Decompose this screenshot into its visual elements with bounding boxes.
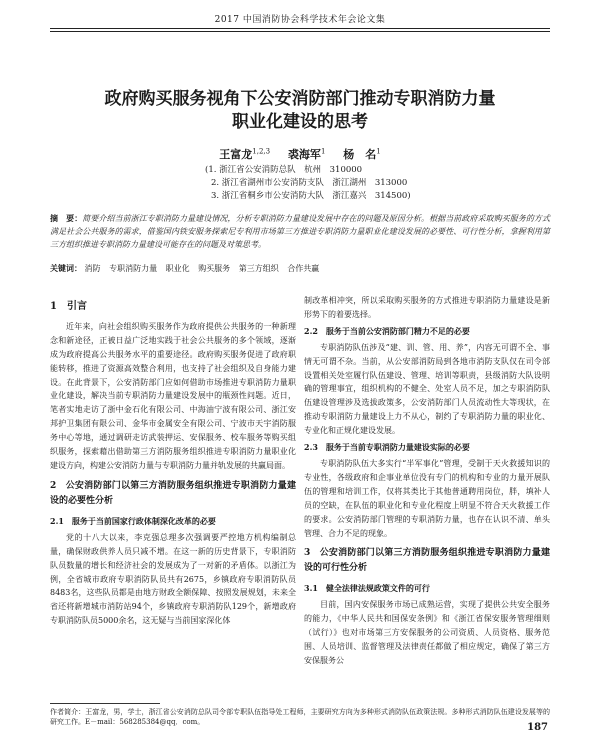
keyword: 职业化: [165, 264, 190, 273]
subsection-heading: 2.2 服务于当前公安消防部门精力不足的必要: [304, 325, 470, 336]
keyword: 专职消防力量: [109, 264, 158, 273]
author-name: 杨 名: [343, 148, 377, 161]
title-line-2: 职业化建设的思考: [232, 112, 368, 132]
left-column: [50, 294, 296, 628]
paragraph: 党的十八大以来，李克强总理多次强调要严控地方机构编制总量，确保财政供养人员只减不增。在这一新的历史背景下，专职消防队员数量的增长和经济社会的发展成为了一对新的矛盾体。以浙江为例，全省城市政府专职消防队员共有2675，乡镇政府专职消防队员8483名，这些队员都是由地方财政全额保障、按照发展规划，未来全省还将新增城市消防站94个，乡镇政府专职消防队129个，新增政府专职消防队员5000余名，这无疑与当前国家深化体: [50, 532, 296, 626]
subsection-heading: 3.1 健全法律法规政策文件的可行: [304, 583, 430, 594]
keyword: 第三方组织: [238, 264, 279, 273]
keywords: [50, 262, 550, 275]
abstract-text: 简要介绍当前浙江专职消防力量建设情况，分析专职消防力量建设发展中存在的问题及原因分析。根据当前政府采取购买服务的方式满足社会公共服务的需求，借鉴国内铁安服务探索尼专利用市场第三方推进专职消防力量职业化建设发展的必要性、可行性分析，拿握利用第三方组织推进专职消防力量建设可能存在的问题及对策思考。: [50, 214, 550, 249]
running-header: 2017 中国消防协会科学技术年会论文集: [214, 15, 386, 25]
header-rule-thin: [50, 31, 550, 32]
keyword: 合作共赢: [287, 264, 320, 273]
abstract-label: 摘 要：: [50, 213, 83, 223]
author-name: 王富龙: [219, 148, 253, 161]
author-affil-sup: 1,2,3: [252, 147, 271, 156]
keyword: 购买服务: [198, 264, 231, 273]
paper-title: [60, 88, 540, 134]
author-affil-sup: 1: [320, 147, 326, 156]
header-rule: [50, 28, 550, 29]
paragraph: 目前，国内安保服务市场已成熟运营，实现了提供公共安全服务的能力，《中华人民共和国保安条例》和《浙江省保安服务管理细则（试行）》也对市场第三方安保服务的公司资质、人员资格、服务范围、人员培训、监督管理及法律责任都做了相应规定，确保了第三方安保服务公: [304, 600, 550, 665]
affiliation-line: 2. 浙江省湖州市公安消防支队 浙江湖州 313000: [211, 178, 408, 188]
affiliations: [205, 164, 411, 203]
author-name: 裘海军: [287, 148, 321, 161]
paragraph: 制改革相冲突，所以采取购买服务的方式推进专职消防力量建设是新形势下的着要选择。: [304, 296, 550, 319]
section-heading: 3 公安消防部门以第三方消防服务组织推进专职消防力量建设的可行性分析: [304, 548, 550, 574]
author-footnote: 作者简介：王富龙，男，学士，浙江省公安消防总队司令部专职队伍指导处工程师，主要研究方向为多种形式消防队伍政策法规。多种形式消防队伍建设发展等的研究工作。E－mail：568285384@qq．com。: [50, 708, 550, 726]
paragraph: 专职消防队伍大多实行“半军事化”管理，受制于天火救援知识的专业性，各级政府和企事业单位没有专门的机构和专业的力量开展队伍的管理和培训工作，仅将其类比于其他普通聘用岗位，胖，填补人员的空缺，在队伍的职业化和专业化程度上明显不符合天火救援工作的要求。公安消防部门管理的专职消防力量，也存在认识不清、单头管理、合力不足的现象。: [304, 458, 550, 538]
paragraph: 近年来，向社会组织购买服务作为政府提供公共服务的一种新理念和新途径，正被日益广泛地实践于社会公共服务的多个领域，逐渐成为政府提高公共服务水平的重要途径。政府购买服务促进了政府职能转移，推进了资源高效整合利用，也支持了社会组织及自身能力建设。在此背景下，公安消防部门应如何借助市场推进专职消防力量职业化建设，解决当前专职消防力量建设发展中的瓶颈性问题。近日，笔者实地走访了浙中金石化有限公司、中海油宁波有限公司、浙江安邦护卫集团有限公司、金华市金属安全有限公司、宁波市天宇消防服务中心等地，通过调研走访武装押运、安保服务、校车服务等购买组织服务，探索藉出借助第三方消防服务组织推进专职消防力量职业化建设方向，构建公安消防力量与专职消防力量并轨发展的共赢局面。: [50, 321, 296, 470]
section-heading: 2 公安消防部门以第三方消防服务组织推进专职消防力量建设的必要性分析: [50, 480, 296, 506]
right-column: [304, 294, 550, 668]
subsection-heading: 2.1 服务于当前国家行政体制深化改革的必要: [50, 515, 216, 526]
paragraph: 专职消防队伍涉及“建、训、管、用、养”，内容无可谓不全、事情无可谓不杂。当前，从公安部消防局到各地市消防支队仅在司令部设置相关处室履行队伍建设、管理、培训等职责，县级消防大队设明确的管理事宜，组织机构的不健全、处室人员不足，加之专职消防队伍建设管理涉及选拔政策多，公安消防部门人员流动性大等现状，在推动专职消防力量建设上力不从心，制约了专职消防力量的职业化、专业化和正规化建设发展。: [304, 342, 550, 436]
author-list: [60, 146, 540, 162]
subsection-heading: 2.3 服务于当前专职消防力量建设实际的必要: [304, 442, 470, 453]
section-heading: 1 引言: [50, 301, 87, 312]
author-affil-sup: 1: [376, 147, 381, 156]
abstract: [50, 212, 550, 251]
title-line-1: 政府购买服务视角下公安消防部门推动专职消防力量: [104, 89, 496, 109]
affiliation-line: (1. 浙江省公安消防总队 杭州 310000: [205, 165, 363, 175]
affiliation-line: 3. 浙江省桐乡市公安消防大队 浙江嘉兴 314500): [211, 191, 411, 201]
keywords-label: 关键词：: [50, 263, 82, 273]
footnote-rule: [50, 703, 160, 704]
page-number: 187: [527, 722, 548, 733]
keyword: 消防: [84, 264, 101, 273]
